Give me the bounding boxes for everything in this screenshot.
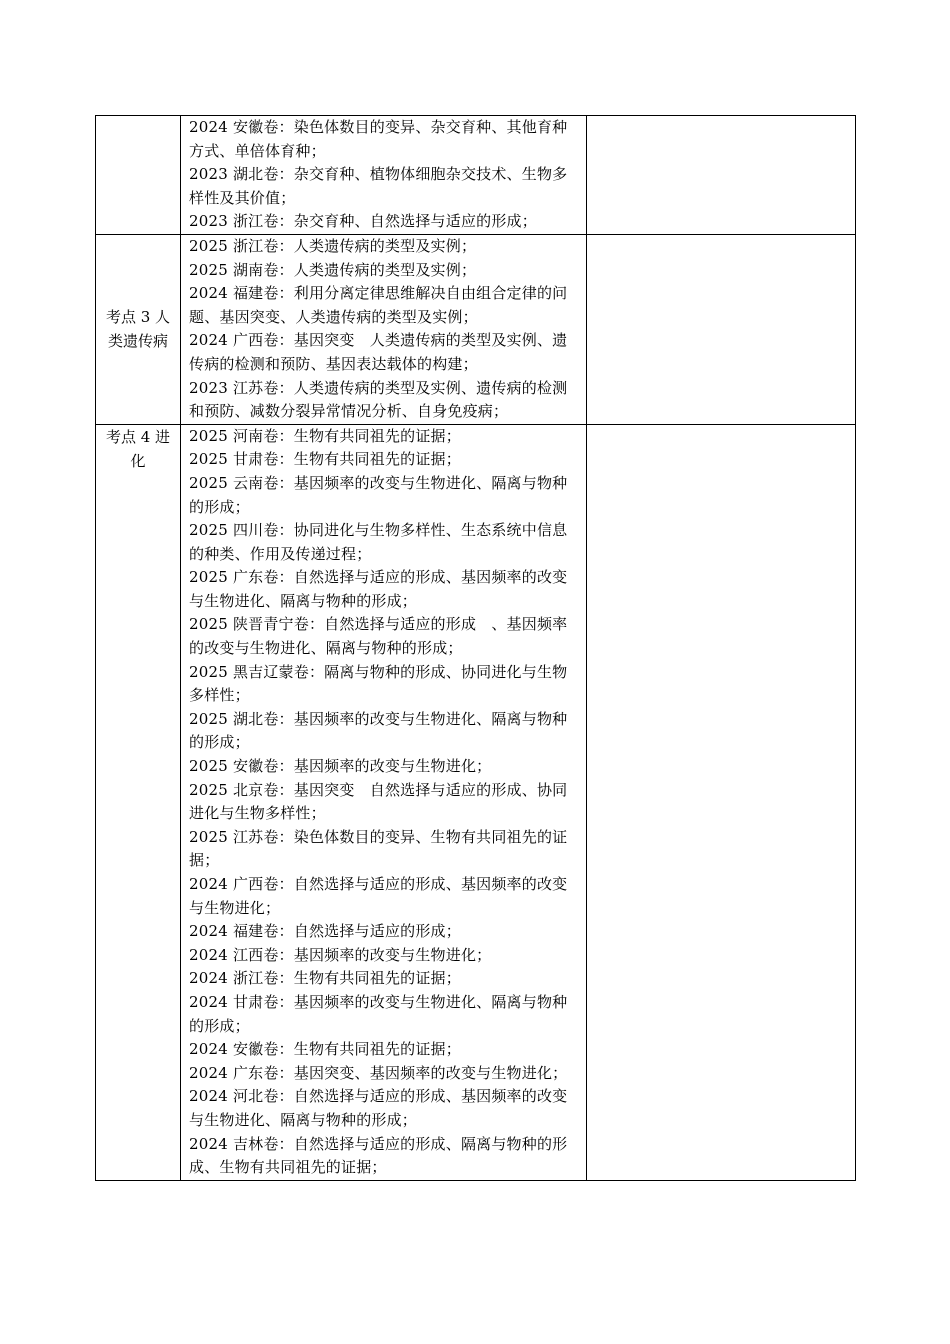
exam-entry: 2024 广东卷：基因突变、基因频率的改变与生物进化； — [189, 1063, 568, 1082]
exam-entry: 2024 广西卷：自然选择与适应的形成、基因频率的改变与生物进化； — [189, 875, 568, 917]
entries-cell — [181, 424, 587, 1180]
exam-entry: 2023 浙江卷：杂交育种、自然选择与适应的形成； — [189, 212, 537, 231]
exam-entry: 2024 吉林卷：自然选择与适应的形成、隔离与物种的形成、生物有共同祖先的证据； — [189, 1134, 568, 1177]
table-row — [96, 424, 856, 1180]
topic-cell — [96, 116, 181, 235]
notes-cell — [587, 424, 856, 1180]
exam-entry: 2024 江西卷：基因频率的改变与生物进化； — [189, 945, 492, 964]
exam-entry: 2025 四川卷：协同进化与生物多样性、生态系统中信息的种类、作用及传递过程； — [189, 521, 568, 563]
exam-entry: 2025 安徽卷：基因频率的改变与生物进化； — [189, 757, 492, 776]
exam-entry: 2025 浙江卷：人类遗传病的类型及实例； — [189, 236, 477, 255]
exam-entry: 2024 甘肃卷：基因频率的改变与生物进化、隔离与物种的形成； — [189, 992, 568, 1035]
exam-entry: 2025 云南卷：基因频率的改变与生物进化、隔离与物种的形成； — [189, 473, 568, 516]
exam-entry: 2025 河南卷：生物有共同祖先的证据； — [189, 426, 461, 445]
exam-entry: 2025 广东卷：自然选择与适应的形成、基因频率的改变与生物进化、隔离与物种的形成； — [189, 568, 568, 610]
exam-entry: 2023 江苏卷：人类遗传病的类型及实例、遗传病的检测和预防、减数分裂异常情况分析、自身免疫病； — [189, 378, 568, 421]
exam-entry: 2024 安徽卷：生物有共同祖先的证据； — [189, 1040, 461, 1059]
entries-cell — [181, 116, 587, 235]
exam-entry: 2025 北京卷：基因突变 自然选择与适应的形成、协同进化与生物多样性； — [189, 780, 568, 823]
entries-cell — [181, 234, 587, 424]
topic-cell: 考点 3 人类遗传病 — [96, 234, 181, 424]
table-row — [96, 234, 856, 424]
exam-entry: 2025 湖北卷：基因频率的改变与生物进化、隔离与物种的形成； — [189, 709, 568, 752]
exam-entry: 2025 江苏卷：染色体数目的变异、生物有共同祖先的证据； — [189, 827, 568, 870]
notes-cell — [587, 234, 856, 424]
exam-entry: 2024 福建卷：自然选择与适应的形成； — [189, 922, 461, 941]
exam-entry: 2024 河北卷：自然选择与适应的形成、基因频率的改变与生物进化、隔离与物种的形成； — [189, 1087, 568, 1129]
exam-entry: 2025 甘肃卷：生物有共同祖先的证据； — [189, 450, 461, 469]
exam-entry: 2024 福建卷：利用分离定律思维解决自由组合定律的问题、基因突变、人类遗传病的类型及实例； — [189, 284, 568, 326]
exam-entry: 2025 陕晋青宁卷：自然选择与适应的形成 、基因频率的改变与生物进化、隔离与物种的形成； — [189, 615, 568, 658]
topic-cell: 考点 4 进化 — [96, 424, 181, 1180]
exam-entry: 2024 浙江卷：生物有共同祖先的证据； — [189, 969, 461, 988]
exam-entry: 2024 安徽卷：染色体数目的变异、杂交育种、其他育种方式、单倍体育种； — [189, 118, 568, 160]
exam-entry: 2025 黑吉辽蒙卷：隔离与物种的形成、协同进化与生物多样性； — [189, 662, 568, 705]
notes-cell — [587, 116, 856, 235]
exam-entry: 2025 湖南卷：人类遗传病的类型及实例； — [189, 260, 477, 279]
exam-topic-table — [95, 115, 856, 1181]
exam-entry: 2024 广西卷：基因突变 人类遗传病的类型及实例、遗传病的检测和预防、基因表达载体的构建； — [189, 331, 568, 373]
table-row — [96, 116, 856, 235]
exam-entry: 2023 湖北卷：杂交育种、植物体细胞杂交技术、生物多样性及其价值； — [189, 165, 568, 207]
